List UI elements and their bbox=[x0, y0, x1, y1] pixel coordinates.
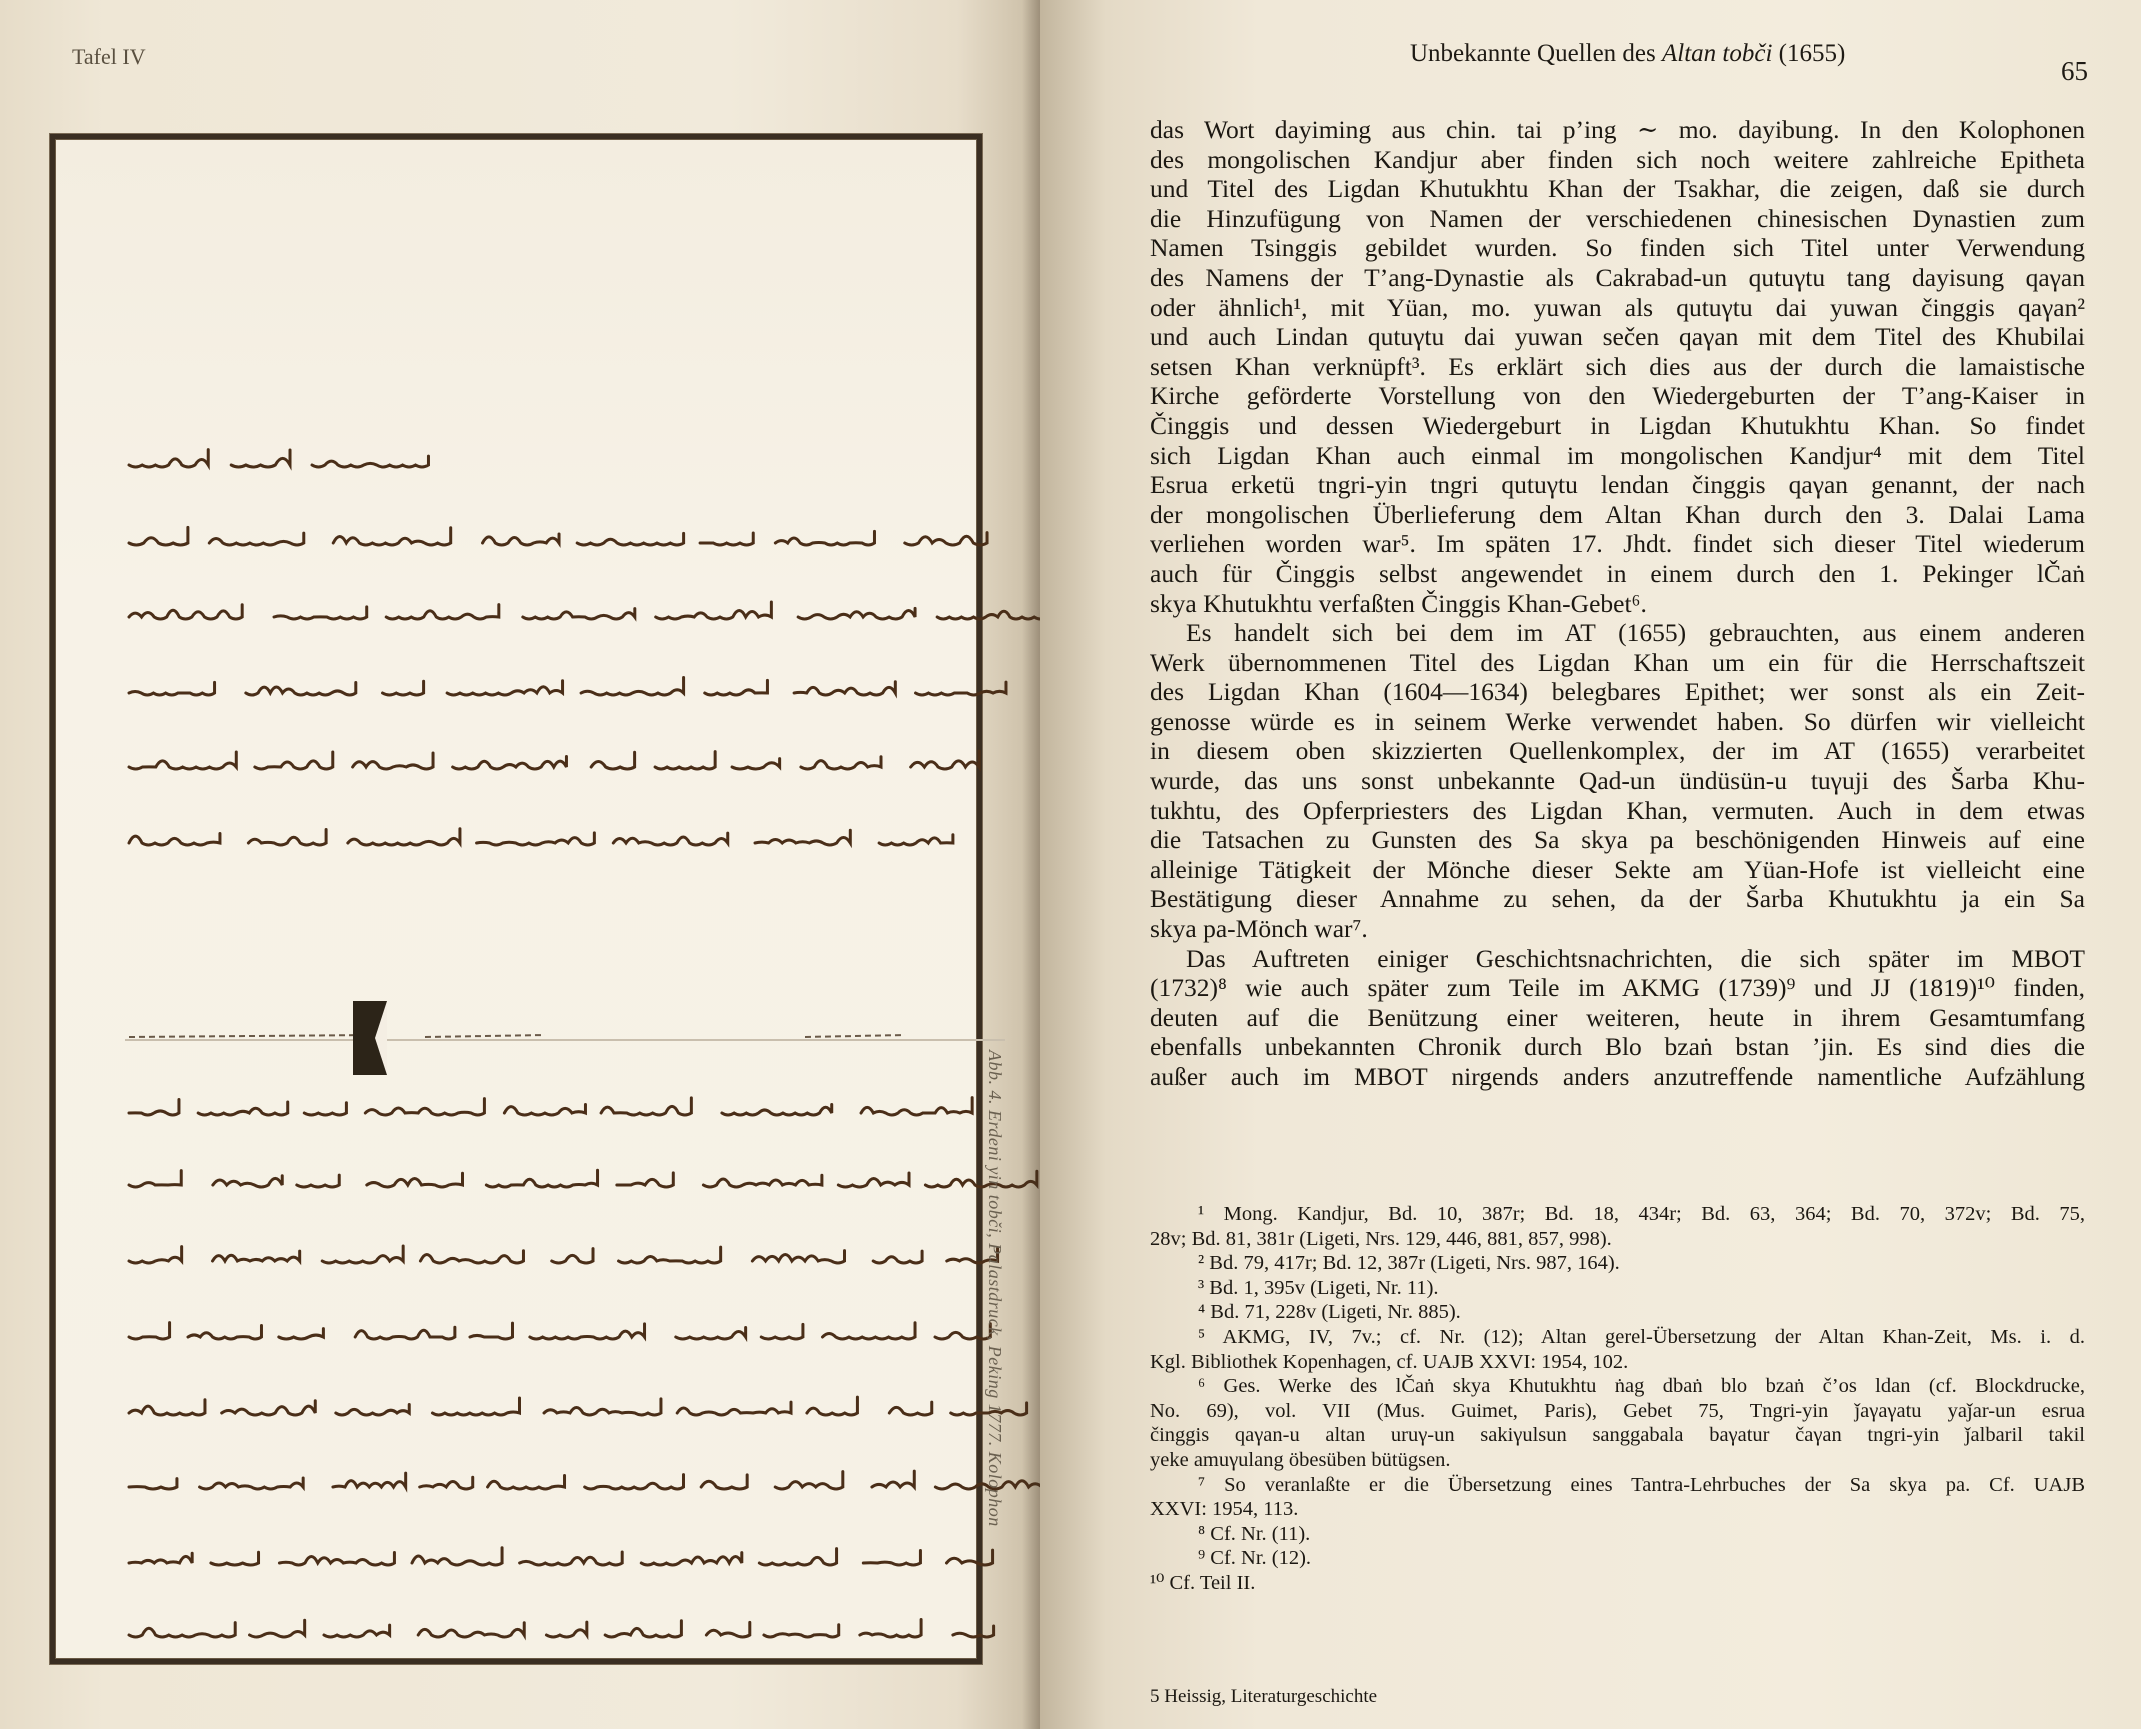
body-line: die Tatsachen zu Gunsten des Sa skya pa beschönigenden Hinweis auf eine bbox=[1150, 825, 2085, 855]
script-word bbox=[523, 609, 635, 619]
script-word bbox=[129, 1247, 182, 1263]
kolophon-line bbox=[125, 1011, 1005, 1057]
script-word bbox=[274, 607, 367, 619]
script-word bbox=[420, 1251, 523, 1263]
body-text bbox=[1150, 115, 2085, 1092]
script-word bbox=[732, 759, 780, 769]
script-strokes bbox=[125, 817, 1005, 863]
running-head-pre: Unbekannte Quellen des bbox=[1410, 40, 1663, 67]
script-word bbox=[823, 1323, 916, 1339]
body-line: und auch Lindan qutuγtu dai yuwan sečen qaγan mit dem Titel des Khubilai bbox=[1150, 322, 2085, 352]
script-word bbox=[759, 1549, 836, 1565]
body-line: skya pa-Mönch war⁷. bbox=[1150, 914, 1368, 944]
body-line: wurde, das uns sonst unbekannte Qad-un ündüsün-u tuγuji des Šarba Khu- bbox=[1150, 766, 2085, 796]
script-strokes bbox=[125, 1609, 995, 1655]
script-line bbox=[125, 667, 1005, 713]
right-page bbox=[1040, 0, 2141, 1729]
body-line: sich Ligdan Khan auch einmal im mongolischen Kandjur⁴ mit dem Titel bbox=[1150, 440, 2085, 470]
script-word bbox=[312, 456, 428, 467]
script-word bbox=[483, 534, 560, 545]
body-line: in diesem oben skizzierten Quellenkomplex, der im AT (1655) verarbeitet bbox=[1150, 736, 2085, 766]
script-strokes bbox=[125, 667, 1005, 713]
body-line: alleinige Tätigkeit der Mönche dieser Sekte am Yüan-Hofe ist vielleicht eine bbox=[1150, 854, 2085, 884]
script-word bbox=[336, 1404, 409, 1415]
script-word bbox=[544, 1399, 661, 1415]
script-word bbox=[297, 1175, 339, 1187]
script-word bbox=[838, 1173, 909, 1187]
body-line: Esrua erketü tngri-yin tngri qutuγtu lendan činggis qaγan genannt, der nach bbox=[1150, 470, 2085, 500]
script-word bbox=[807, 1397, 857, 1415]
body-line: der mongolischen Überlieferung dem Altan Khan durch den 3. Dalai Lama bbox=[1150, 499, 2085, 529]
footnotes bbox=[1150, 1202, 2085, 1596]
script-word bbox=[775, 531, 874, 545]
script-word bbox=[530, 1324, 645, 1339]
footnote-line: XXVI: 1954, 113. bbox=[1150, 1498, 1299, 1521]
script-word bbox=[761, 1324, 803, 1339]
script-word bbox=[304, 1103, 346, 1115]
running-head-post: (1655) bbox=[1772, 40, 1846, 67]
script-word bbox=[705, 680, 768, 695]
script-word bbox=[488, 1475, 565, 1489]
script-line bbox=[125, 1461, 1005, 1507]
script-word bbox=[129, 1479, 177, 1489]
script-word bbox=[546, 1622, 586, 1637]
script-word bbox=[477, 833, 595, 845]
footnote-line: ⁹ Cf. Nr. (12). bbox=[1198, 1547, 1312, 1570]
script-word bbox=[722, 1104, 832, 1115]
script-word bbox=[246, 682, 356, 695]
script-word bbox=[333, 528, 450, 545]
script-word bbox=[200, 1478, 304, 1489]
page-number: 65 bbox=[2061, 56, 2088, 86]
running-head bbox=[1410, 40, 1845, 68]
script-line bbox=[125, 817, 1005, 863]
script-line bbox=[125, 1311, 1005, 1357]
script-word bbox=[520, 1552, 623, 1565]
script-word bbox=[953, 1626, 994, 1637]
body-line: oder ähnlich¹, mit Yüan, mo. yuwan als qutuγtu dai yuwan činggis qaγan² bbox=[1150, 292, 2085, 322]
script-word bbox=[764, 1625, 839, 1637]
plate-frame bbox=[50, 134, 982, 1664]
body-line: des mongolischen Kandjur aber finden sich noch weitere zahlreiche Epitheta bbox=[1150, 144, 2085, 174]
script-word bbox=[752, 1251, 844, 1263]
script-word bbox=[213, 1251, 300, 1261]
kolophon-marker bbox=[351, 999, 391, 1077]
kolophon-strokes bbox=[125, 1011, 1005, 1051]
script-strokes bbox=[125, 439, 415, 485]
script-word bbox=[613, 833, 727, 845]
script-word bbox=[353, 753, 433, 769]
footnote-line: 28v; Bd. 81, 381r (Ligeti, Nrs. 129, 446, 881, 857, 998). bbox=[1150, 1227, 1612, 1250]
body-line: Činggis und dessen Wiedergeburt in Ligdan Khutukhtu Khan. So findet bbox=[1150, 410, 2085, 440]
signature-line: 5 Heissig, Literaturgeschichte bbox=[1150, 1686, 1378, 1707]
footnote-line: Kgl. Bibliothek Kopenhagen, cf. UAJB XXVI: 1954, 102. bbox=[1150, 1350, 1629, 1373]
script-word bbox=[861, 1098, 972, 1115]
script-word bbox=[798, 608, 915, 619]
script-word bbox=[129, 752, 236, 769]
script-word bbox=[925, 1171, 1036, 1187]
script-word bbox=[879, 835, 953, 845]
script-word bbox=[577, 533, 683, 545]
script-word bbox=[755, 830, 850, 845]
script-word bbox=[129, 450, 208, 467]
script-word bbox=[801, 757, 881, 769]
script-word bbox=[255, 752, 333, 769]
footnote-line: ¹⁰ Cf. Teil II. bbox=[1150, 1571, 1256, 1594]
script-word bbox=[129, 527, 188, 545]
script-word bbox=[946, 1550, 992, 1565]
script-word bbox=[591, 752, 634, 769]
script-strokes bbox=[125, 1537, 1005, 1583]
script-word bbox=[383, 681, 424, 695]
body-line: Das Auftreten einiger Geschichtsnachrichten, die sich später im MBOT bbox=[1186, 943, 2085, 973]
script-word bbox=[453, 756, 567, 769]
footnote-line: ⁵ AKMG, IV, 7v.; cf. Nr. (12); Altan gerel-Übersetzung der Altan Khan-Zeit, Ms. i. d. bbox=[1198, 1325, 2085, 1348]
script-word bbox=[420, 1477, 473, 1489]
footnote-line: No. 69), vol. VII (Mus. Guimet, Paris), Gebet 75, Tngri-yin ǰaγaγatu yaǰar-un esrua bbox=[1150, 1399, 2085, 1422]
script-word bbox=[129, 605, 242, 619]
footnote-line: yeke amuγulang öbesüben bütügsen. bbox=[1150, 1448, 1451, 1471]
plate-separator bbox=[125, 1039, 1005, 1041]
body-line: auch für Činggis selbst angewendet in einem durch den 1. Pekinger lČaṅ bbox=[1150, 558, 2085, 588]
script-word bbox=[860, 1620, 921, 1637]
body-line: deuten auf die Benützung einer weiteren, heute in ihrem Gesamtumfang bbox=[1150, 1002, 2085, 1032]
script-word bbox=[911, 751, 979, 769]
footnote-line: činggis qaγan-u altan uruγ-un sakiγulsun sanggabala baγatur čaγan tngri-yin ǰalbaril takil bbox=[1150, 1424, 2085, 1447]
script-word bbox=[700, 533, 753, 545]
body-line: des Namens der T’ang-Dynastie als Cakrabad-un qutuγtu tang dayisung qaγan bbox=[1150, 262, 2085, 292]
script-word bbox=[129, 1100, 179, 1115]
body-line: skya Khutukhtu verfaßten Činggis Khan-Gebet⁶. bbox=[1150, 588, 1647, 618]
body-line: außer auch im MBOT nirgends anders anzutreffende namentliche Aufzählung bbox=[1150, 1062, 2085, 1091]
script-line bbox=[125, 1387, 1005, 1433]
body-line: Kirche geförderte Vorstellung von den Wiedergeburten der T’ang-Kaiser in bbox=[1150, 381, 2085, 411]
footnote-line: ⁴ Bd. 71, 228v (Ligeti, Nr. 885). bbox=[1198, 1301, 1461, 1324]
script-line bbox=[125, 1235, 1005, 1281]
body-line: Werk übernommenen Titel des Ligdan Khan um ein für die Herrschaftszeit bbox=[1150, 647, 2085, 677]
script-word bbox=[188, 1326, 261, 1339]
script-word bbox=[504, 1105, 585, 1115]
running-head-title: Altan tobči bbox=[1662, 40, 1773, 67]
script-word bbox=[935, 1324, 990, 1339]
script-word bbox=[432, 1398, 519, 1415]
body-line: und Titel des Ligdan Khutukhtu Khan der Tsakhar, die zeigen, daß sie durch bbox=[1150, 174, 2085, 204]
script-word bbox=[605, 1621, 681, 1637]
body-line: Bestätigung dieser Annahme zu sehen, da der Šarba Khutukhtu ja ein Sa bbox=[1150, 884, 2085, 914]
script-word bbox=[863, 1550, 920, 1565]
script-strokes bbox=[125, 517, 1005, 563]
script-word bbox=[129, 1400, 205, 1415]
script-word bbox=[706, 1622, 749, 1637]
footnote-line: ⁷ So veranlaßte er die Übersetzung eines Tantra-Lehrbuches der Sa skya pa. Cf. UAJB bbox=[1198, 1473, 2085, 1496]
script-line bbox=[125, 1087, 1005, 1133]
script-word bbox=[248, 829, 326, 845]
script-strokes bbox=[125, 591, 1005, 637]
footnote-line: ³ Bd. 1, 395v (Ligeti, Nr. 11). bbox=[1198, 1276, 1439, 1299]
body-line: tukhtu, des Opferpriesters des Ligdan Khan, vermuten. Auch in dem etwas bbox=[1150, 795, 2085, 825]
script-word bbox=[703, 1175, 821, 1187]
script-strokes bbox=[125, 1387, 1005, 1433]
script-word bbox=[209, 533, 303, 545]
script-word bbox=[447, 681, 562, 695]
script-word bbox=[873, 1251, 922, 1263]
script-strokes bbox=[125, 1159, 1005, 1205]
script-word bbox=[486, 1170, 597, 1187]
script-word bbox=[129, 833, 220, 845]
script-word bbox=[129, 682, 215, 695]
script-word bbox=[701, 1475, 747, 1489]
script-word bbox=[418, 1623, 524, 1637]
script-word bbox=[676, 1327, 746, 1339]
script-strokes bbox=[125, 1461, 1005, 1507]
script-word bbox=[601, 1098, 691, 1115]
script-word bbox=[279, 1329, 324, 1339]
body-line: verliehen worden war⁵. Im späten 17. Jhdt. findet sich dieser Titel wiederum bbox=[1150, 529, 2085, 559]
script-word bbox=[348, 829, 460, 845]
script-line bbox=[125, 591, 1005, 637]
script-word bbox=[889, 1402, 931, 1415]
footnote-line: ¹ Mong. Kandjur, Bd. 10, 387r; Bd. 18, 434r; Bd. 63, 364; Bd. 70, 372v; Bd. 75, bbox=[1198, 1203, 2085, 1225]
plate-label: Tafel IV bbox=[72, 44, 146, 69]
body-line: (1732)⁸ wie auch später zum Teile im AKMG (1739)⁹ und JJ (1819)¹⁰ finden, bbox=[1150, 973, 2085, 1003]
body-line: Namen Tsinggis gebildet wurden. So finden sich Titel unter Verwendung bbox=[1150, 233, 2085, 263]
script-word bbox=[470, 1323, 513, 1339]
script-word bbox=[322, 1246, 403, 1263]
script-word bbox=[552, 1249, 593, 1263]
script-word bbox=[585, 1475, 684, 1489]
script-word bbox=[211, 1552, 259, 1565]
script-word bbox=[250, 1620, 305, 1637]
script-strokes bbox=[125, 1235, 1005, 1281]
script-word bbox=[333, 1473, 406, 1487]
script-word bbox=[386, 605, 499, 619]
script-line bbox=[125, 1537, 1005, 1583]
script-word bbox=[905, 533, 987, 545]
side-caption: Abb. 4. Erdeni yin tobči, Palastdruck, Peking 1777. Kolophon bbox=[985, 1050, 1005, 1527]
script-word bbox=[619, 1247, 721, 1263]
script-word bbox=[367, 1173, 463, 1187]
script-word bbox=[279, 1553, 394, 1565]
body-line: die Hinzufügung von Namen der verschiedenen chinesischen Dynastien zum bbox=[1150, 203, 2085, 233]
script-line bbox=[125, 517, 1005, 563]
script-word bbox=[677, 1402, 791, 1415]
script-word bbox=[641, 1553, 742, 1565]
body-line: das Wort dayiming aus chin. tai p’ing ∼ mo. dayibung. In den Kolophonen bbox=[1150, 115, 2085, 144]
script-line bbox=[125, 1609, 995, 1655]
body-line: des Ligdan Khan (1604—1634) belegbares Epithet; wer sonst als ein Zeit- bbox=[1150, 677, 2085, 707]
body-line: genosse würde es in seinem Werke verwendet haben. So dürfen wir vielleicht bbox=[1150, 706, 2085, 736]
script-word bbox=[655, 752, 715, 769]
script-line bbox=[125, 439, 415, 485]
left-page bbox=[0, 0, 1040, 1729]
script-word bbox=[324, 1625, 390, 1637]
script-word bbox=[355, 1327, 455, 1339]
script-word bbox=[775, 1472, 843, 1489]
script-word bbox=[656, 602, 772, 619]
script-word bbox=[794, 682, 895, 695]
script-word bbox=[231, 450, 290, 467]
script-word bbox=[916, 682, 1006, 695]
script-line bbox=[125, 741, 1005, 787]
body-line: Es handelt sich bei dem im AT (1655) gebrauchten, aus einem anderen bbox=[1186, 618, 2085, 648]
script-word bbox=[129, 1623, 235, 1637]
script-word bbox=[872, 1471, 914, 1487]
script-word bbox=[222, 1401, 316, 1415]
script-word bbox=[129, 1553, 192, 1563]
script-strokes bbox=[125, 1087, 1005, 1133]
script-line bbox=[125, 1159, 1005, 1205]
script-word bbox=[581, 678, 684, 695]
script-word bbox=[412, 1548, 502, 1565]
body-line: setsen Khan verknüpft³. Es erklärt sich dies aus der durch die lamaistische bbox=[1150, 351, 2085, 381]
script-word bbox=[617, 1173, 673, 1187]
script-word bbox=[129, 1323, 170, 1339]
script-word bbox=[365, 1099, 484, 1115]
script-strokes bbox=[125, 1311, 1005, 1357]
body-line: ebenfalls unbekannten Chronik durch Blo bzaṅ bstan ’jin. Es sind dies die bbox=[1150, 1032, 2085, 1062]
footnote-line: ² Bd. 79, 417r; Bd. 12, 387r (Ligeti, Nrs. 987, 164). bbox=[1198, 1252, 1620, 1275]
script-word bbox=[213, 1176, 282, 1187]
script-word bbox=[198, 1102, 288, 1115]
script-word bbox=[129, 1171, 181, 1187]
footnote-line: ⁶ Ges. Werke des lČaṅ skya Khutukhtu ṅag dbaṅ blo bzaṅ č’os ldan (cf. Blockdrucke, bbox=[1198, 1375, 2085, 1398]
script-strokes bbox=[125, 741, 1005, 787]
footnote-line: ⁸ Cf. Nr. (11). bbox=[1198, 1522, 1311, 1545]
